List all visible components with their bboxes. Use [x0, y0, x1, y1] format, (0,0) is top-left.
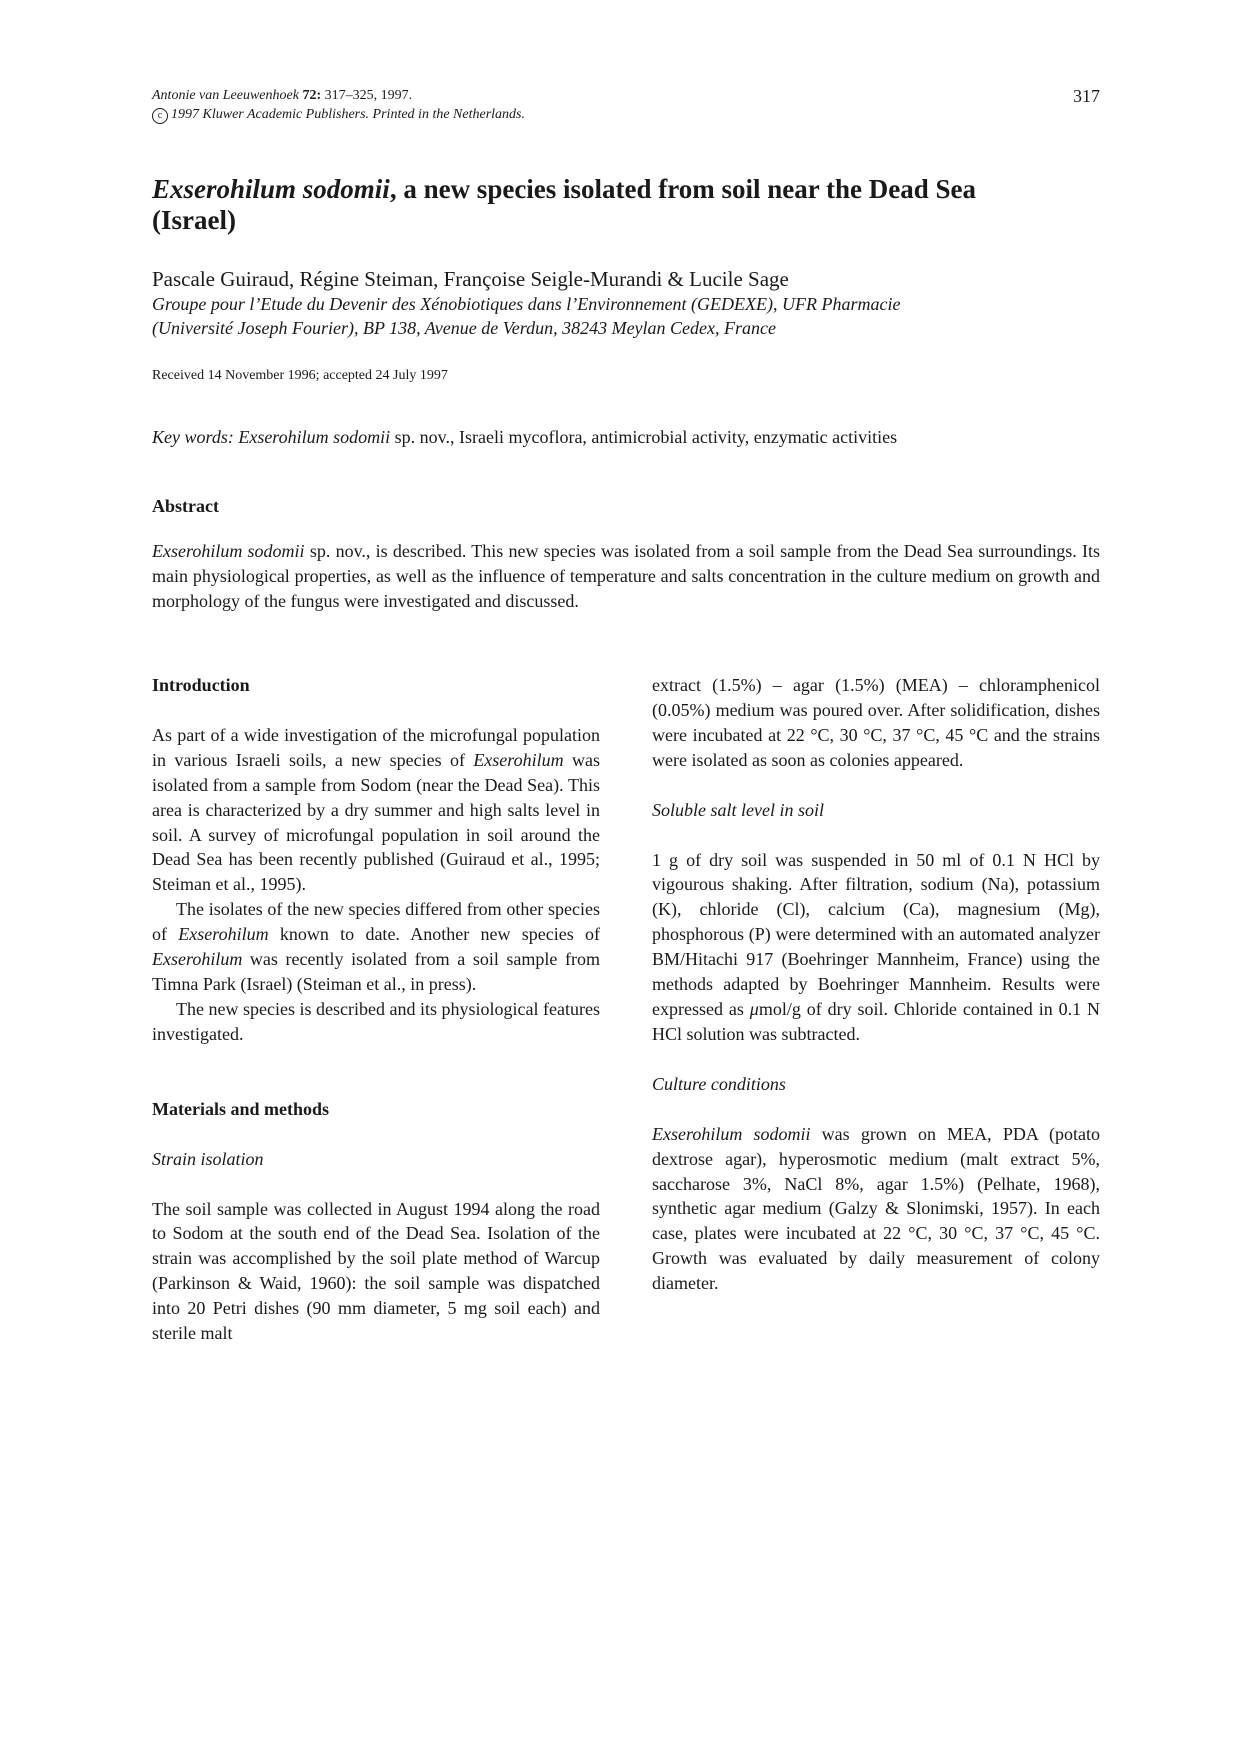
abstract-text: sp. nov., is described. This new species was isolated from a soil sample from the Dead Sea surroundings. Its main physiological properties, as well as the influence of temperature and salts concentration in the culture medium on growth and morphology of the fungus were investigated and discussed.	[152, 541, 1100, 611]
soil-salt-paragraph	[652, 848, 1100, 1047]
intro-p1-text-a: As part of a wide investigation of the microfungal population in various Israeli soils, a new species of	[152, 724, 600, 770]
keywords-species: Exserohilum sodomii	[238, 427, 391, 447]
soil-salt-text-a: 1 g of dry soil was suspended in 50 ml of 0.1 N HCl by vigourous shaking. After filtration, sodium (Na), potassium (K), chloride (Cl), calcium (Ca), magnesium (Mg), phosphorous (P) were determined with an automated analyzer BM/Hitachi 917 (Boehringer Mannheim, France) using the methods adapted by Boehringer Mannheim. Results were expressed as	[652, 849, 1100, 1019]
journal-pages-year: 317–325, 1997.	[324, 88, 413, 103]
author-list: Pascale Guiraud, Régine Steiman, Françoise Seigle-Murandi & Lucile Sage	[152, 267, 789, 291]
right-column	[652, 673, 1100, 1296]
culture-conditions-paragraph	[652, 1122, 1100, 1296]
copyright-line	[152, 105, 1100, 124]
journal-citation	[152, 86, 1100, 105]
affiliation-line-2: (Université Joseph Fourier), BP 138, Avenue de Verdun, 38243 Meylan Cedex, France	[152, 318, 776, 338]
culture-conditions-heading: Culture conditions	[652, 1073, 786, 1094]
soil-salt-heading: Soluble salt level in soil	[652, 799, 824, 820]
intro-p1-genus: Exserohilum	[473, 749, 564, 770]
culture-text: was grown on MEA, PDA (potato dextrose agar), hyperosmotic medium (malt extract 5%, saccharose 3%, NaCl 8%, agar 1.5%) (Pelhate, 1968), synthetic agar medium (Galzy & Slonimski, 1957). In each case, plates were incubated at 22 °C, 30 °C, 37 °C, 45 °C. Growth was evaluated by daily measurement of colony diameter.	[652, 1123, 1100, 1294]
left-column	[152, 673, 600, 1346]
intro-p2-text-b: known to date. Another new species of	[268, 924, 600, 945]
received-dates: Received 14 November 1996; accepted 24 July 1997	[152, 368, 448, 383]
affiliation-line-1: Groupe pour l’Etude du Devenir des Xénobiotiques dans l’Environnement (GEDEXE), UFR Pharmacie	[152, 294, 901, 314]
soil-salt-text-b: mol/g of dry soil. Chloride contained in 0.1 N HCl solution was subtracted.	[652, 998, 1100, 1044]
culture-species: Exserohilum sodomii	[652, 1123, 811, 1144]
intro-paragraph-3: The new species is described and its physiological features investigated.	[152, 998, 600, 1044]
strain-isolation-continued: extract (1.5%) – agar (1.5%) (MEA) – chloramphenicol (0.05%) medium was poured over. After solidification, dishes were incubated at 22 °C, 30 °C, 37 °C, 45 °C and the strains were isolated as soon as colonies appeared.	[652, 675, 1100, 770]
introduction-heading: Introduction	[152, 675, 250, 695]
journal-volume: 72:	[302, 88, 322, 103]
intro-p2-genus-2: Exserohilum	[152, 949, 243, 970]
copyright-icon: c	[152, 108, 168, 124]
intro-paragraph-1	[152, 723, 600, 897]
intro-p2-text-c: was recently isolated from a soil sample from Timna Park (Israel) (Steiman et al., in press).	[152, 949, 600, 994]
strain-isolation-paragraph: The soil sample was collected in August 1994 along the road to Sodom at the south end of the Dead Sea. Isolation of the strain was accomplished by the soil plate method of Warcup (Parkinson & Waid, 1960): the soil sample was dispatched into 20 Petri dishes (90 mm diameter, 5 mg soil each) and sterile malt	[152, 1198, 600, 1344]
copyright-text: 1997 Kluwer Academic Publishers. Printed in the Netherlands.	[171, 107, 525, 122]
methods-heading: Materials and methods	[152, 1098, 329, 1119]
intro-paragraph-2	[152, 897, 600, 997]
abstract-body	[152, 539, 1100, 614]
affiliation	[152, 292, 1100, 340]
abstract-heading: Abstract	[152, 496, 219, 516]
intro-p2-text-a: The isolates of the new species differed from other species of	[152, 899, 600, 945]
intro-p2-genus-1: Exserohilum	[178, 924, 269, 945]
title-species: Exserohilum sodomii	[152, 174, 390, 204]
journal-name: Antonie van Leeuwenhoek	[152, 88, 299, 103]
page-number: 317	[1073, 86, 1100, 106]
keywords-rest: sp. nov., Israeli mycoflora, antimicrobial activity, enzymatic activities	[390, 427, 898, 447]
paper-title	[152, 174, 1052, 236]
strain-isolation-heading: Strain isolation	[152, 1148, 264, 1169]
soil-salt-mu: μ	[749, 998, 759, 1019]
keywords	[152, 425, 1100, 449]
keywords-label: Key words:	[152, 427, 234, 447]
abstract-species: Exserohilum sodomii	[152, 541, 305, 561]
running-header	[152, 86, 1100, 128]
paper-page	[152, 86, 1100, 1344]
intro-p1-text-b: was isolated from a sample from Sodom (near the Dead Sea). This area is characterized by a dry summer and high salts level in soil. A survey of microfungal population in soil around the Dead Sea has been recently published (Guiraud et al., 1995; Steiman et al., 1995).	[152, 749, 600, 895]
title-rest: , a new species isolated from soil near the Dead Sea (Israel)	[152, 174, 977, 235]
